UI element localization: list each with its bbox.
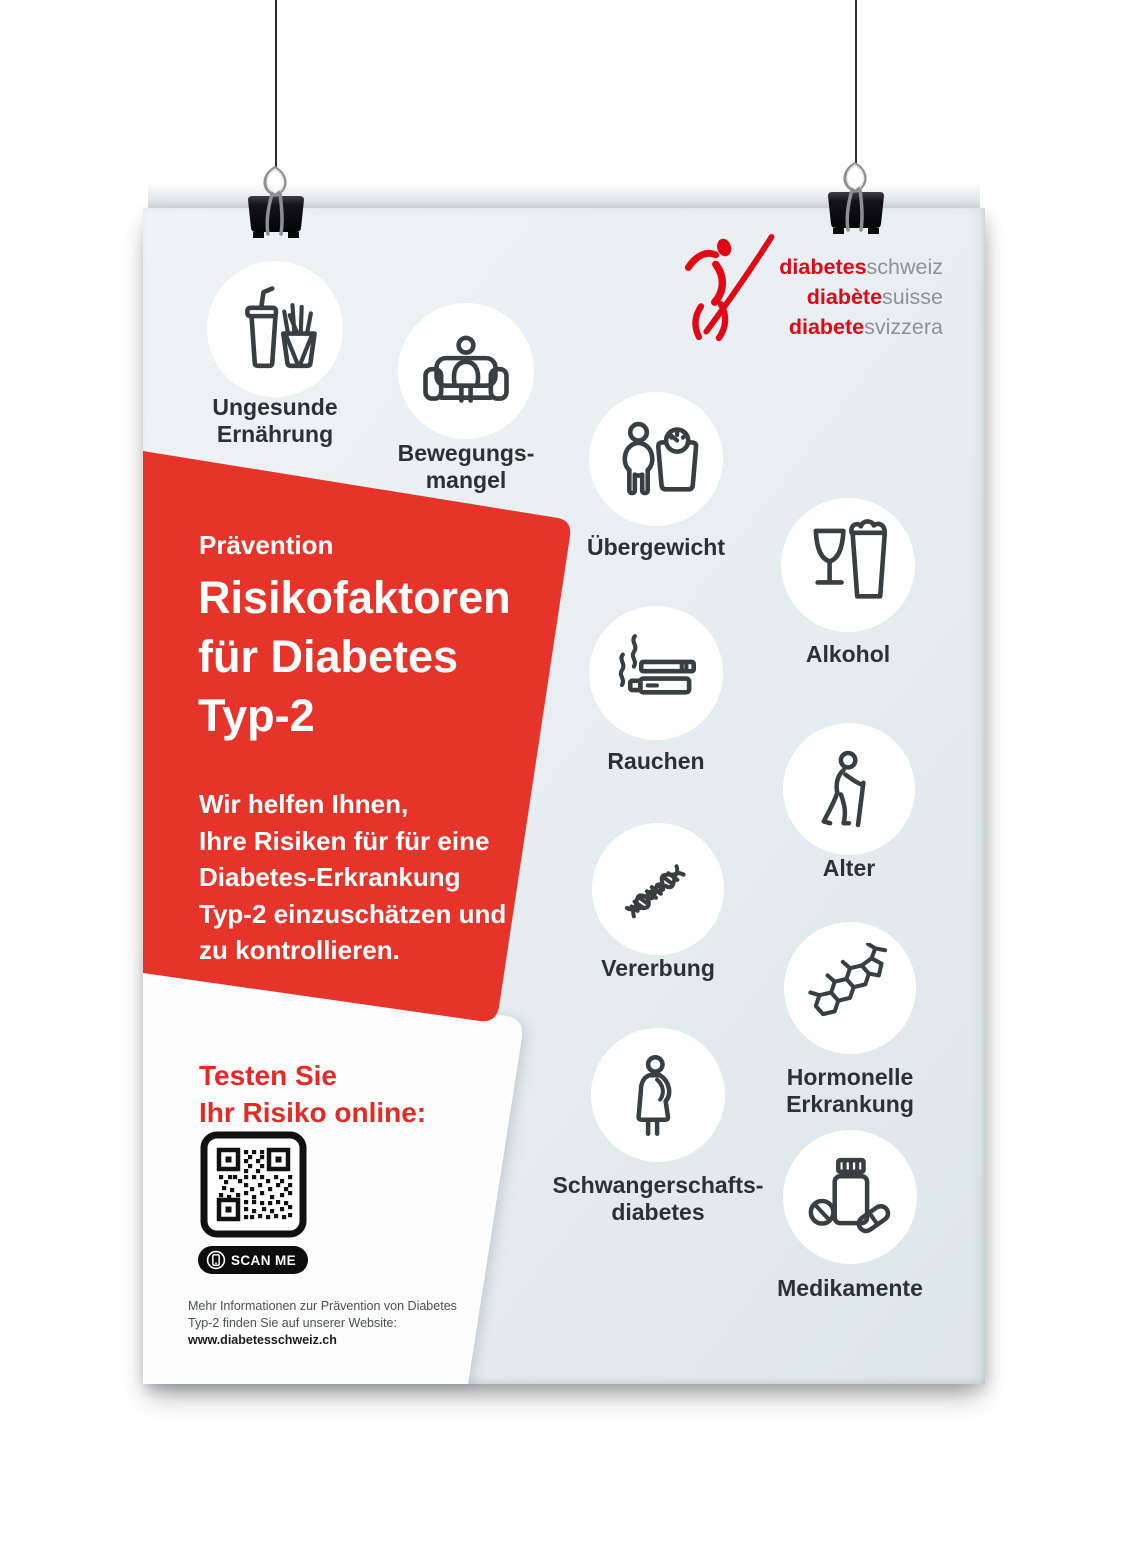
intro-line: Typ-2 einzuschätzen und (199, 898, 507, 929)
intro-text (199, 786, 506, 969)
risk-label: Alter (822, 855, 876, 881)
gymnast-figure-icon (681, 232, 781, 344)
scale-icon (610, 413, 702, 505)
risk-label: Übergewicht (586, 534, 726, 560)
risk-circle-rauchen (589, 606, 723, 740)
pregnant-icon (613, 1050, 703, 1140)
title-line: Risikofaktoren (198, 572, 511, 623)
scan-me-badge (198, 1246, 308, 1274)
logo-line-it: diabetesvizzera (788, 315, 943, 339)
logo-line-fr: diabètesuisse (806, 285, 943, 309)
scan-me-label: SCAN ME (231, 1252, 297, 1268)
diabetesschweiz-logo (681, 226, 951, 346)
footer-line: Mehr Informationen zur Prävention von Diabetes (188, 1299, 457, 1313)
poster-title (198, 568, 511, 745)
risk-circle-vererbung (592, 823, 724, 955)
risk-circle-alkohol (781, 498, 915, 632)
title-line: Typ-2 (198, 690, 315, 741)
website-url: www.diabetesschweiz.ch (188, 1333, 337, 1347)
risk-label: Rauchen (607, 748, 705, 774)
risk-circle-hormonelle-erkrankung (784, 922, 916, 1054)
risk-label: Schwangerschafts- diabetes (552, 1172, 764, 1225)
cta-heading (199, 1057, 426, 1131)
footer-note (188, 1298, 457, 1349)
molecule-icon (805, 943, 895, 1033)
risk-label: Alkohol (805, 641, 891, 667)
risk-circle-medikamente (783, 1130, 917, 1264)
intro-line: Wir helfen Ihnen, (199, 789, 409, 819)
elderly-icon (804, 744, 894, 834)
risk-circle-ungesunde-ernaehrung (207, 261, 343, 397)
risk-circle-bewegungsmangel (398, 303, 534, 439)
risk-circle-uebergewicht (589, 392, 723, 526)
drinks-icon (802, 519, 894, 611)
intro-line: zu kontrollieren. (199, 935, 400, 965)
dna-icon (613, 844, 703, 934)
risk-circle-schwangerschaftsdiabetes (591, 1028, 725, 1162)
intro-line: Ihre Risiken für für eine (199, 825, 490, 856)
cta-line: Testen Sie (199, 1060, 337, 1091)
logo-line-de: diabetesschweiz (779, 255, 943, 279)
couch-icon (420, 325, 512, 417)
phone-icon (206, 1250, 226, 1270)
cta-line: Ihr Risiko online: (199, 1097, 427, 1128)
footer-line: Typ-2 finden Sie auf unserer Website: (188, 1316, 397, 1330)
kicker: Prävention (199, 530, 334, 560)
poster (143, 208, 985, 1384)
risk-label: Bewegungs- mangel (397, 440, 535, 493)
risk-label: Medikamente (777, 1275, 923, 1301)
cigarette-icon (610, 627, 702, 719)
title-line: für Diabetes (198, 631, 459, 682)
intro-line: Diabetes-Erkrankung (199, 862, 461, 892)
fastfood-icon (229, 283, 321, 375)
binder-clip-icon-left (240, 138, 312, 250)
risk-label: Hormonelle Erkrankung (786, 1064, 914, 1117)
binder-clip-icon-right (820, 134, 892, 246)
risk-label: Ungesunde Ernährung (212, 394, 338, 447)
pills-icon (805, 1152, 895, 1242)
logo-wordmark (779, 252, 943, 342)
qr-code-icon (200, 1131, 307, 1238)
risk-label: Vererbung (601, 955, 715, 981)
risk-circle-alter (783, 723, 915, 855)
